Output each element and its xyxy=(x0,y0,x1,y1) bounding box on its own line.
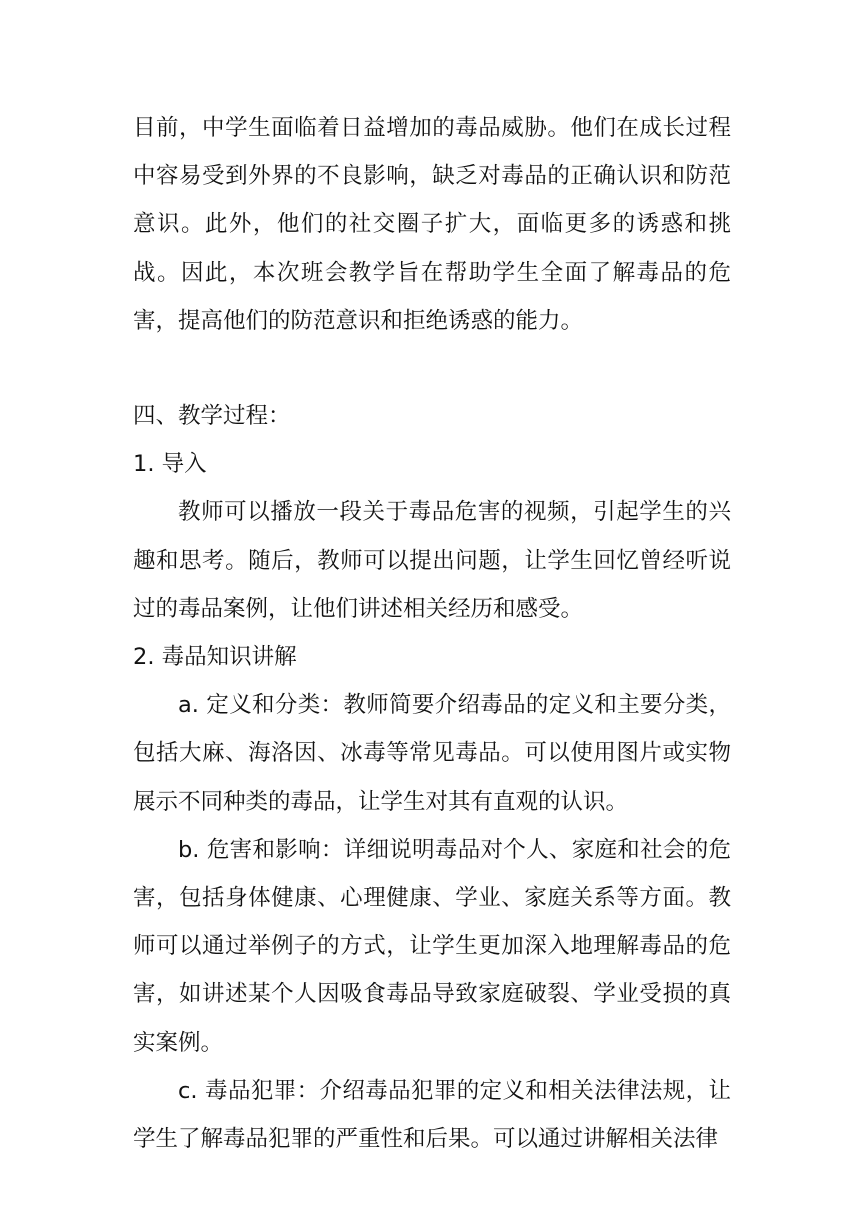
step2-heading: 2. 毒品知识讲解 xyxy=(133,644,297,671)
intro-paragraph: 目前，中学生面临着日益增加的毒品威胁。他们在成长过程中容易受到外界的不良影响，缺乏对毒品的正确认识和防范意识。此外，他们的社交圈子扩大，面临更多的诱惑和挑战。因此，本次班会教学旨在帮助学生全面了解毒品的危害，提高他们的防范意识和拒绝诱惑的能力。 xyxy=(133,115,731,334)
item-b-paragraph: b. 危害和影响：详细说明毒品对个人、家庭和社会的危害，包括身体健康、心理健康、学业、家庭关系等方面。教师可以通过举例子的方式，让学生更加深入地理解毒品的危害，如讲述某个人因吸食毒品导致家庭破裂、学业受损的真实案例。 xyxy=(133,836,731,1056)
step1-paragraph: 教师可以播放一段关于毒品危害的视频，引起学生的兴趣和思考。随后，教师可以提出问题，让学生回忆曾经听说过的毒品案例，让他们讲述相关经历和感受。 xyxy=(133,499,731,622)
step1-heading: 1. 导入 xyxy=(133,451,207,478)
paragraph-gap xyxy=(133,345,731,392)
section-heading: 四、教学过程： xyxy=(133,403,291,430)
document-body xyxy=(133,104,731,1163)
item-c-paragraph: c. 毒品犯罪：介绍毒品犯罪的定义和相关法律法规，让学生了解毒品犯罪的严重性和后果。可以通过讲解相关法律 xyxy=(133,1077,731,1153)
item-a-paragraph: a. 定义和分类：教师简要介绍毒品的定义和主要分类，包括大麻、海洛因、冰毒等常见毒品。可以使用图片或实物展示不同种类的毒品，让学生对其有直观的认识。 xyxy=(133,692,731,815)
